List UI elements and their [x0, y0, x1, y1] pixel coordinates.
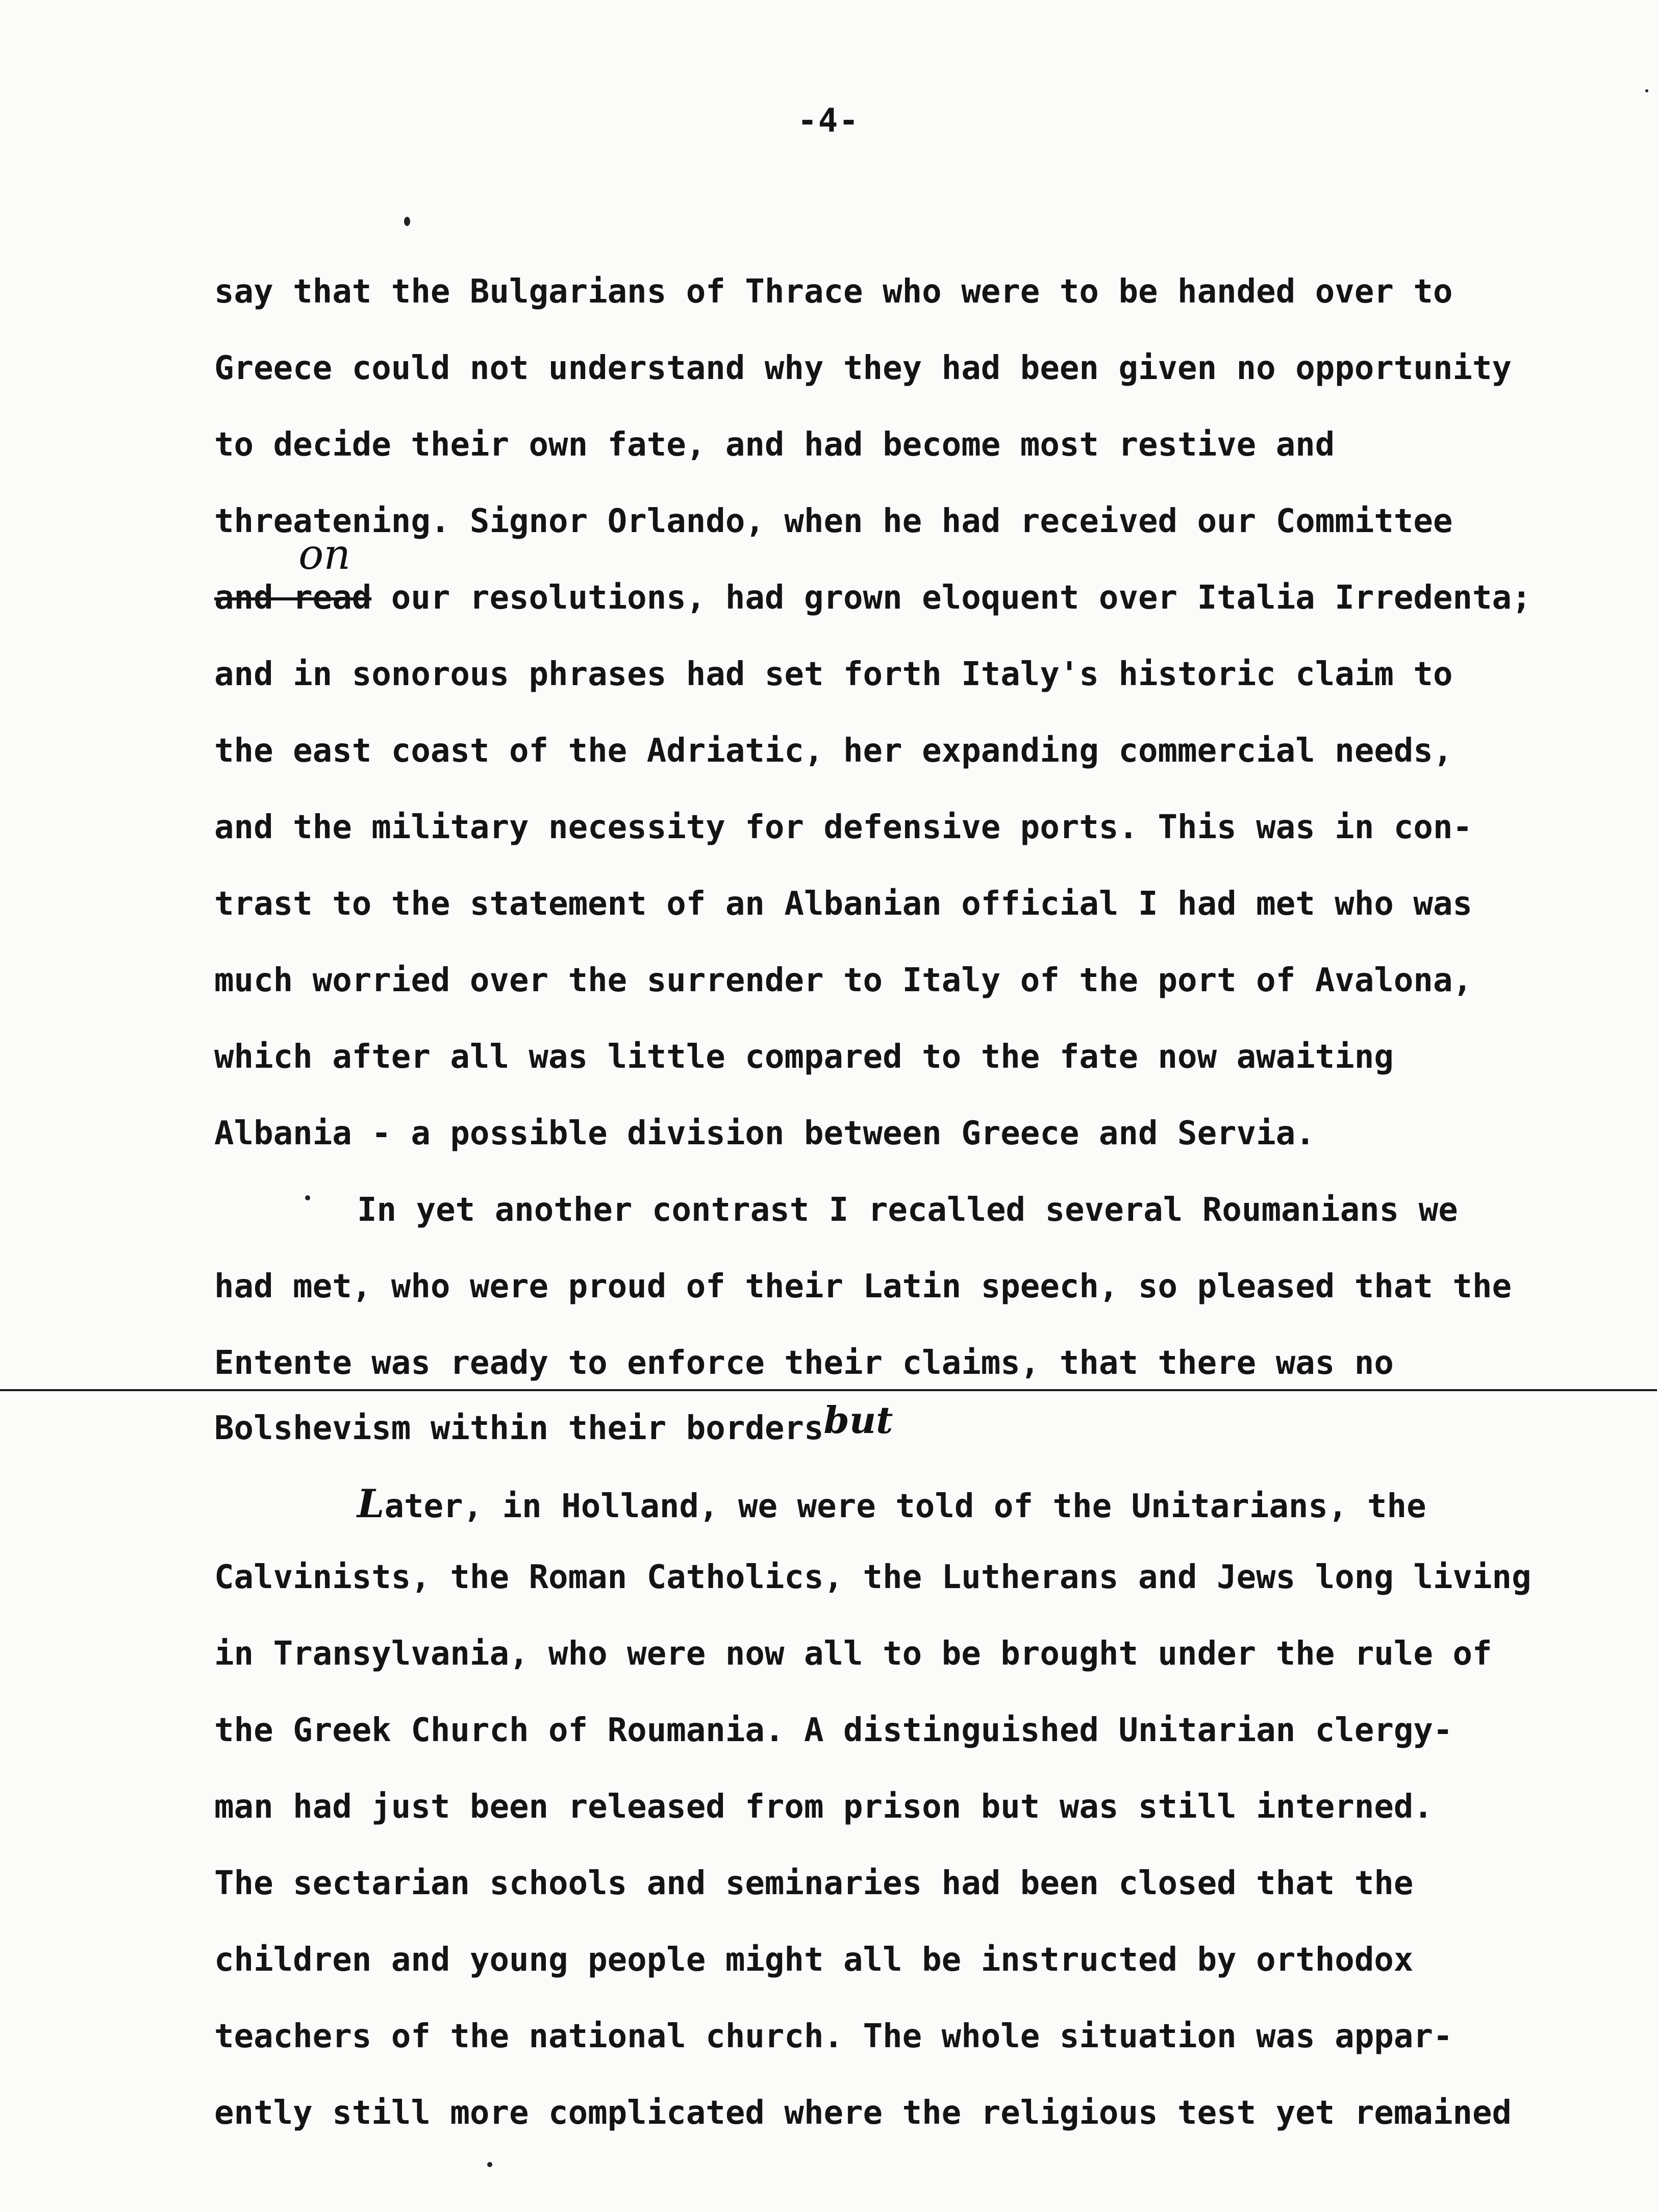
stray-mark: [404, 217, 410, 226]
text-line: and in sonorous phrases had set forth Italy's historic claim to: [214, 656, 1453, 693]
text-line: In yet another contrast I recalled several Roumanians we: [357, 1191, 1458, 1229]
text-line: ater, in Holland, we were told of the Unitarians, the: [384, 1488, 1426, 1525]
text-line: man had just been released from prison but was still interned.: [214, 1788, 1433, 1826]
text-line: and the military necessity for defensive ports. This was in con-: [214, 809, 1472, 846]
struck-text: and read: [214, 579, 372, 617]
text-line: The sectarian schools and seminaries had been closed that the: [214, 1865, 1414, 1902]
text-line: the Greek Church of Roumania. A distinguished Unitarian clergy-: [214, 1712, 1453, 1749]
text-line: Greece could not understand why they had been given no opportunity: [214, 349, 1512, 387]
text-line: Bolshevism within their borders: [214, 1410, 824, 1447]
text-line: which after all was little compared to the fate now awaiting: [214, 1038, 1394, 1076]
page-number: -4-: [797, 102, 860, 140]
stray-mark: [305, 1195, 310, 1200]
handwritten-capital-l: L: [357, 1481, 385, 1526]
text-line: in Transylvania, who were now all to be brought under the rule of: [214, 1635, 1492, 1673]
text-line: had met, who were proud of their Latin speech, so pleased that the: [214, 1268, 1512, 1305]
text-line: much worried over the surrender to Italy of the port of Avalona,: [214, 962, 1472, 999]
stray-mark: [1645, 89, 1648, 92]
text-line: trast to the statement of an Albanian official I had met who was: [214, 885, 1472, 923]
text-line: Albania - a possible division between Greece and Servia.: [214, 1115, 1315, 1152]
handwritten-insert-on: on: [298, 531, 351, 579]
text-line: children and young people might all be instructed by orthodox: [214, 1941, 1414, 1979]
text-line: Calvinists, the Roman Catholics, the Lutherans and Jews long living: [214, 1559, 1532, 1596]
text-line: say that the Bulgarians of Thrace who were to be handed over to: [214, 273, 1453, 311]
text-line: Entente was ready to enforce their claims, that there was no: [214, 1344, 1394, 1382]
fold-line: [0, 1389, 1657, 1391]
text-line: teachers of the national church. The whole situation was appar-: [214, 2018, 1453, 2055]
text-line-with-insert: [214, 1398, 893, 1447]
text-line: threatening. Signor Orlando, when he had received our Committee: [214, 502, 1453, 540]
text-line: ently still more complicated where the religious test yet remained: [214, 2094, 1512, 2132]
text-line-with-correction: [214, 579, 1532, 617]
stray-mark: [487, 2162, 492, 2167]
text-line-with-insert: [357, 1481, 1426, 1526]
text-line: our resolutions, had grown eloquent over Italia Irredenta;: [371, 579, 1532, 617]
handwritten-insert-but: but: [823, 1398, 893, 1442]
text-line: the east coast of the Adriatic, her expanding commercial needs,: [214, 732, 1453, 770]
text-line: to decide their own fate, and had become most restive and: [214, 426, 1335, 464]
